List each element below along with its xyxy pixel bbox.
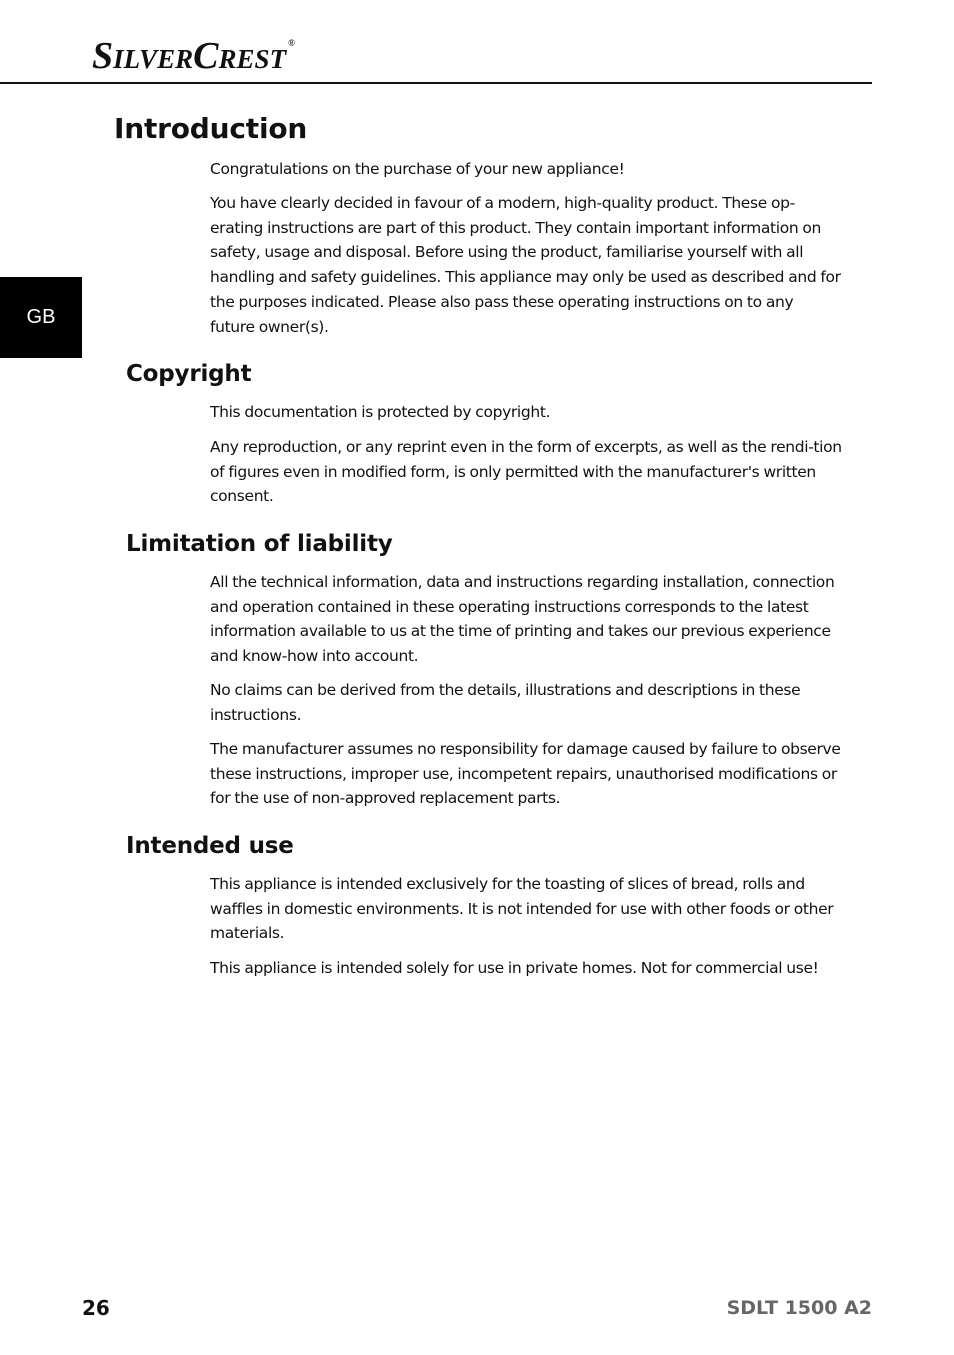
- copyright-heading: Copyright: [126, 361, 252, 387]
- liability-heading: Limitation of liability: [126, 531, 393, 557]
- liability-paragraph-1: All the technical information, data and instructions regarding installation, connection and operation contained in these operating instructions corresponds to the latest information available to us at the time of printing and takes our previous experience and know-how into account.: [210, 573, 835, 666]
- intro-paragraph-1: Congratulations on the purchase of your new appliance!: [210, 160, 625, 178]
- intended-use-paragraph-2: This appliance is intended solely for use in private homes. Not for commercial use!: [210, 959, 819, 977]
- page-title: Introduction: [114, 112, 308, 145]
- silvercrest-logo: SILVERCREST®: [92, 35, 295, 77]
- intended-use-heading: Intended use: [126, 833, 294, 859]
- intended-use-paragraph-1: This appliance is intended exclusively for the toasting of slices of bread, rolls and waffles in domestic environments. It is not intended for use with other foods or other materials.: [210, 875, 834, 943]
- copyright-paragraph-1: This documentation is protected by copyright.: [210, 403, 551, 421]
- model-number: SDLT 1500 A2: [726, 1297, 872, 1319]
- liability-paragraph-2: No claims can be derived from the details, illustrations and descriptions in these instructions.: [210, 681, 801, 724]
- intro-paragraph-2: You have clearly decided in favour of a modern, high-quality product. These op-erating instructions are part of this product. They contain important information on safety, usage and disposal. Before using the product, familiarise yourself with all handling and safety guidelines. This appliance may only be used as described and for the purposes indicated. Please also pass these operating instructions on to any future owner(s).: [210, 194, 841, 336]
- language-tab-label: GB: [26, 306, 56, 328]
- header-divider: [0, 82, 872, 84]
- liability-paragraph-3: The manufacturer assumes no responsibility for damage caused by failure to observe these instructions, improper use, incompetent repairs, unauthorised modifications or for the use of non-approved replacement parts.: [210, 740, 841, 808]
- copyright-paragraph-2: Any reproduction, or any reprint even in the form of excerpts, as well as the rendi-tion of figures even in modified form, is only permitted with the manufacturer's written consent.: [210, 438, 842, 506]
- language-tab: [0, 277, 82, 358]
- page-number: 26: [82, 1296, 110, 1320]
